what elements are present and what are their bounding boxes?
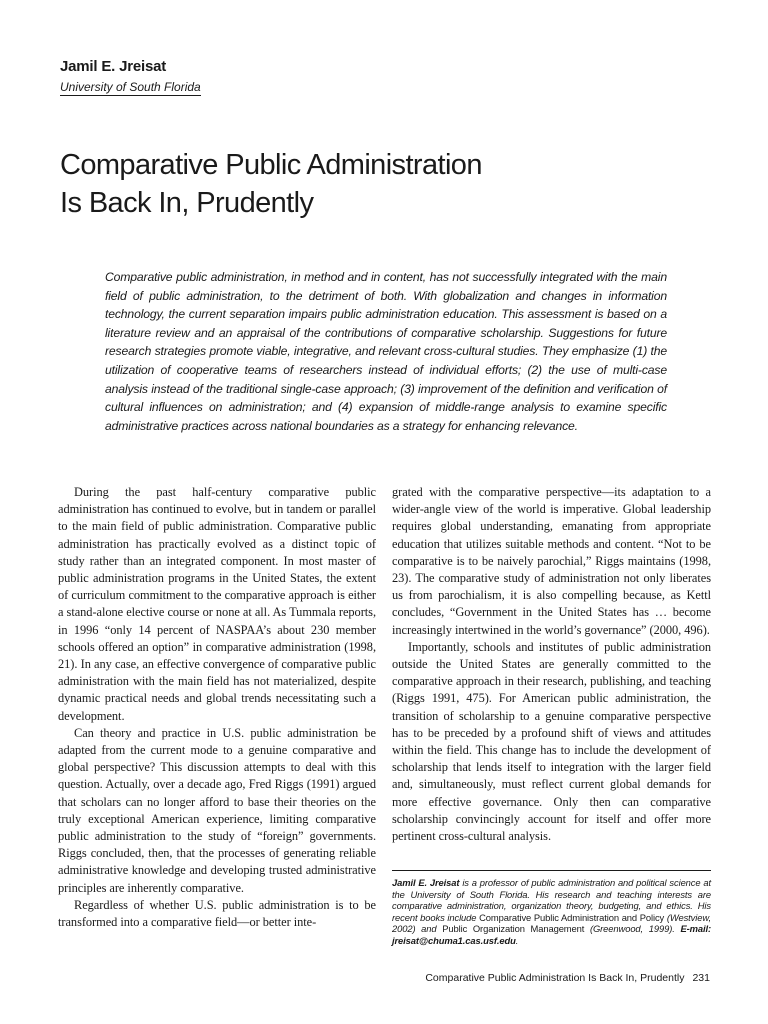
page-footer	[425, 972, 710, 984]
bio-text: .	[515, 934, 519, 946]
article-title	[60, 146, 482, 222]
bio-text: is a professor of public administration and political science at the University of South Florida. His research and teaching interests are comparative administration, organization theory, budgeting, and ethics. His recent books include	[392, 877, 711, 923]
article-title-line-1: Comparative Public Administration	[60, 149, 482, 181]
author-name: Jamil E. Jreisat	[60, 58, 167, 75]
article-title-line-2: Is Back In, Prudently	[60, 187, 314, 219]
bio-book-title: Comparative Public Administration and Policy	[479, 911, 665, 923]
body-paragraph: During the past half-century comparative public administration has continued to evolve, but in tandem or parallel to the main field of public administration. Comparative public administration has practically evolved as a distinct topic of study rather than an integrated component. In most master of public administration programs in the United States, the extent of curriculum commitment to the comparative approach is either a stand-alone elective course or none at all. As Tummala reports, in 1996 “only 14 percent of NASPAA’s about 230 member schools offered an option” in comparative administration (1998, 21). In any case, an effective convergence of comparative public administration with the main field has not materialized, despite dynamic practical needs and global trends necessitating such a development.	[58, 485, 376, 723]
bio-email-label: E-mail:	[680, 923, 711, 935]
body-column-right	[392, 484, 711, 845]
body-paragraph: grated with the comparative perspective—its adaptation to a wider-angle view of the world is imperative. Global leadership requires global understanding, emanating from appropriate education that utilizes suitable methods and content. “Not to be comparative is to be naively parochial,” Riggs maintains (1998, 23). The comparative study of administration not only liberates us from parochialism, it is also compelling because, as Kettl concludes, “Government in the United States has … become increasingly intertwined in the world’s governance” (2000, 496).	[392, 485, 711, 637]
author-bio	[392, 870, 711, 947]
author-affiliation: University of South Florida	[60, 80, 201, 94]
bio-text: (Greenwood, 1999).	[584, 923, 681, 935]
page-number: 231	[692, 972, 710, 984]
bio-text: (Westview, 2002) and	[392, 911, 712, 935]
abstract: Comparative public administration, in method and in content, has not successfully integrated with the main field of public administration, to the detriment of both. With globalization and changes in information technology, the current separation impairs public administration education. This assessment is based on a literature review and an appraisal of the contributions of comparative scholarship. Suggestions for future research strategies promote viable, integrative, and relevant cross-cultural studies. They emphasize (1) the utilization of cooperative teams of researchers instead of individual efforts; (2) the use of multi-case analysis instead of the traditional single-case approach; (3) improvement of the definition and verification of cultural influences on administration; and (4) expansion of middle-range analysis to examine specific administrative practices across national boundaries as a strategy for enhancing relevance.	[105, 270, 667, 433]
body-paragraph: Importantly, schools and institutes of public administration outside the United States are generally committed to the comparative approach in their research, publishing, and teaching (Riggs 1991, 475). For American public administration, the transition of scholarship to a genuine comparative perspective has to be preceded by a profound shift of views and attitudes within the field. This change has to include the development of scholarship that lends itself to integration with the larger field and, simultaneously, must reflect current global demands for more effective governance. Only then can comparative scholarship convincingly account for itself and offer more pertinent cross-cultural analysis.	[392, 639, 711, 844]
bio-book-title: Public Organization Management	[442, 923, 585, 935]
body-paragraph: Can theory and practice in U.S. public administration be adapted from the current mode to a genuine comparative and global perspective? This discussion attempts to deal with this question. Actually, over a decade ago, Fred Riggs (1991) argued that scholars can no longer afford to base their theories on the truly exceptional American experience, limiting comparative public administration to the study of “foreign” governments. Riggs concluded, then, that the processes of generating reliable administrative knowledge and developing trusted administrative principles are inherently comparative.	[58, 725, 376, 895]
bio-author-name: Jamil E. Jreisat	[392, 877, 460, 888]
body-paragraph: Regardless of whether U.S. public administration is to be transformed into a comparative field—or better inte-	[58, 897, 376, 930]
running-title: Comparative Public Administration Is Back In, Prudently	[425, 972, 685, 984]
bio-email[interactable]: jreisat@chuma1.cas.usf.edu	[392, 934, 516, 946]
body-column-left	[58, 484, 376, 931]
